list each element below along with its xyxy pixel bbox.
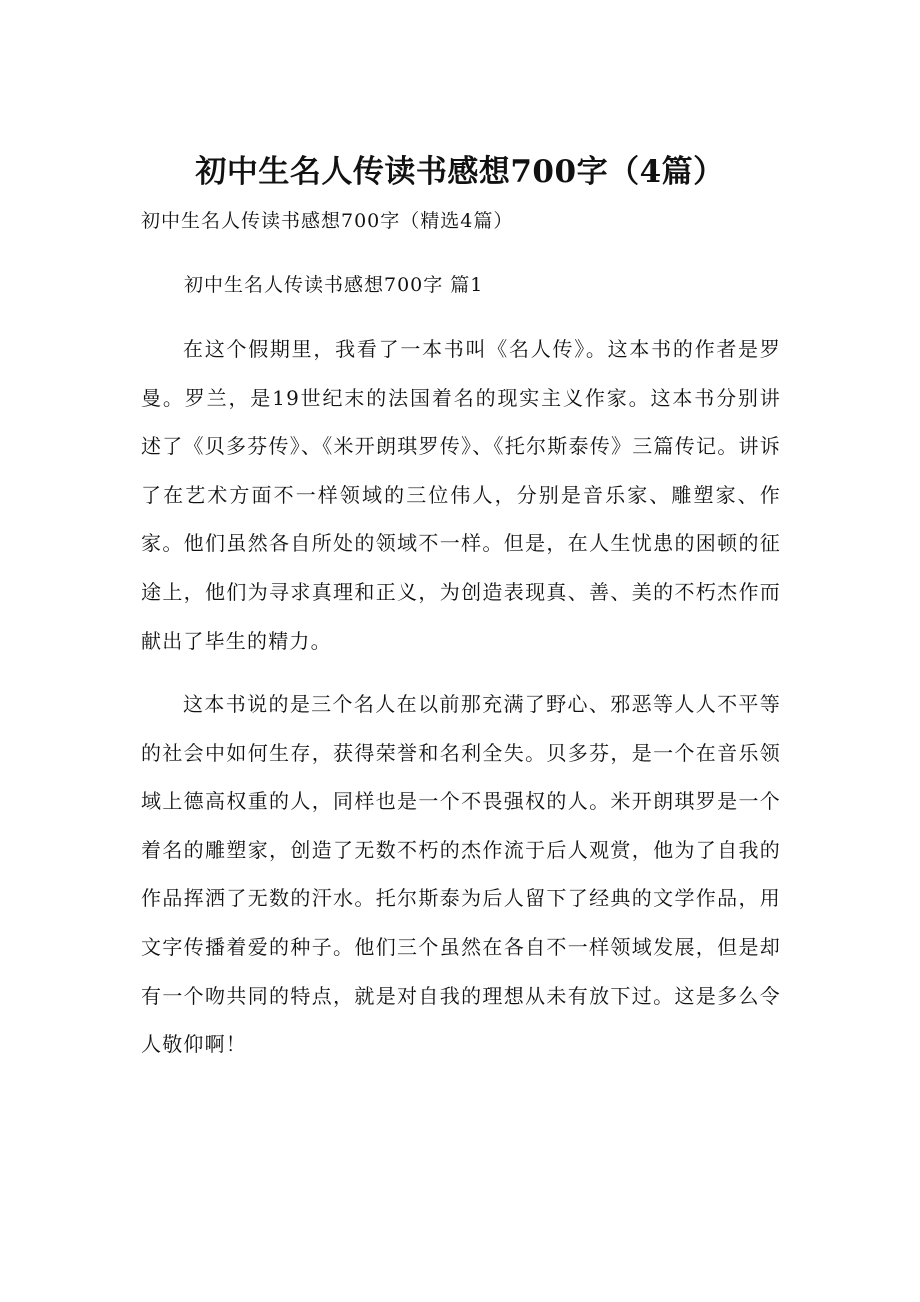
section-heading: 初中生名人传读书感想700字 篇1 (184, 274, 484, 296)
body-paragraph-1: 在这个假期里，我看了一本书叫《名人传》。这本书的作者是罗曼。罗兰，是19世纪末的法国着名的现实主义作家。这本书分别讲述了《贝多芬传》、《米开朗琪罗传》、《托尔斯泰传》三篇传记。讲诉了在艺术方面不一样领域的三位伟人，分别是音乐家、雕塑家、作家。他们虽然各自所处的领域不一样。但是，在人生忧患的困顿的征途上，他们为寻求真理和正义，为创造表现真、善、美的不朽杰作而献出了毕生的精力。 (141, 337, 781, 653)
document-subtitle: 初中生名人传读书感想700字（精选4篇） (141, 210, 514, 232)
document-title: 初中生名人传读书感想700字（4篇） (195, 154, 725, 190)
body-paragraph-2: 这本书说的是三个名人在以前那充满了野心、邪恶等人人不平等的社会中如何生存，获得荣誉和名利全失。贝多芬，是一个在音乐领域上德高权重的人，同样也是一个不畏强权的人。米开朗琪罗是一个着名的雕塑家，创造了无数不朽的杰作流于后人观赏，他为了自我的作品挥洒了无数的汗水。托尔斯泰为后人留下了经典的文学作品，用文字传播着爱的种子。他们三个虽然在各自不一样领域发展，但是却有一个吻共同的特点，就是对自我的理想从未有放下过。这是多么令人敬仰啊！ (141, 692, 781, 1057)
